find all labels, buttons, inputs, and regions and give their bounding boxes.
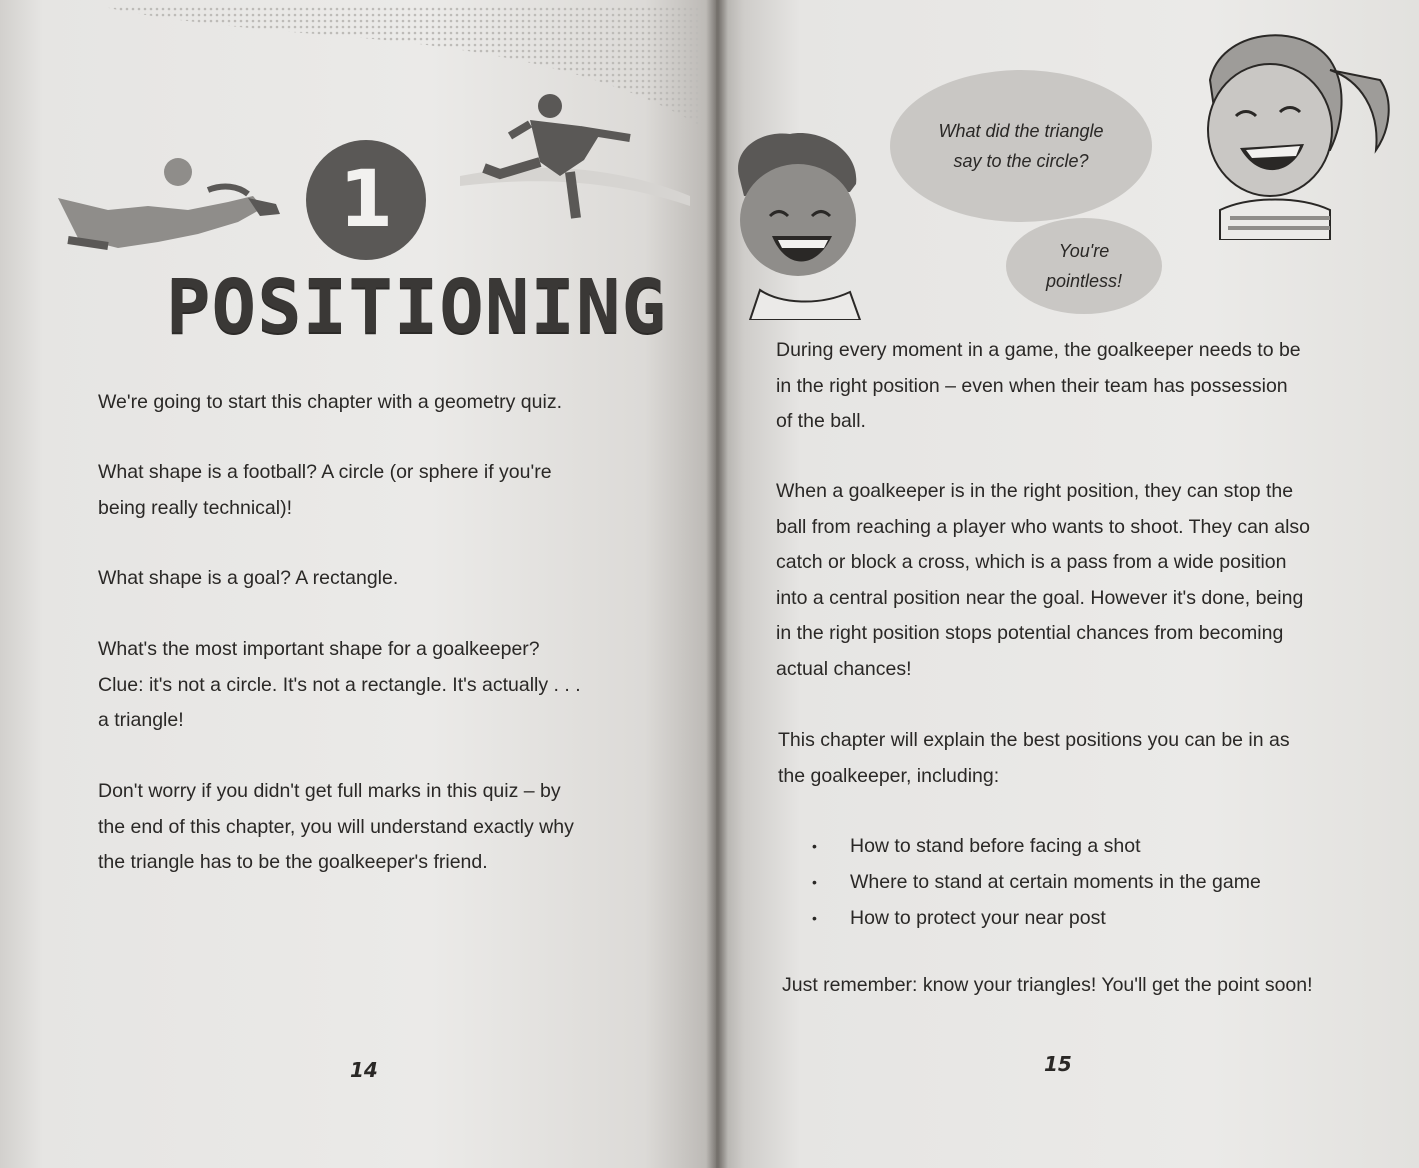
text-line: ball from reaching a player who wants to shoot. They can also (776, 515, 1311, 538)
text-line: What shape is a football? A circle (or sphere if you're (98, 461, 552, 483)
bubble-line: say to the circle? (953, 151, 1089, 171)
closing-line (782, 968, 1313, 1004)
speech-bubble-answer (1006, 218, 1162, 314)
speech-bubble-question (890, 70, 1152, 222)
left-paragraph-3 (98, 561, 398, 597)
text-line: This chapter will explain the best positions you can be in as (778, 729, 1290, 751)
left-paragraph-4 (98, 632, 581, 739)
text-line: What shape is a goal? A rectangle. (98, 567, 399, 589)
text-line: being really technical)! (98, 496, 293, 519)
kicking-player-illustration (480, 90, 640, 230)
list-item: • How to stand before facing a shot (806, 828, 1261, 864)
text-line: in the right position – even when their team has possession (776, 374, 1288, 397)
text-line: a triangle! (98, 709, 184, 731)
text-line: into a central position near the goal. However it's done, being (776, 586, 1304, 609)
text-line: Don't worry if you didn't get full marks in this quiz – by (98, 780, 561, 802)
text-line: the triangle has to be the goalkeeper's friend. (98, 851, 488, 873)
right-paragraph-1 (776, 333, 1301, 440)
text-line: Clue: it's not a circle. It's not a rectangle. It's actually . . . (98, 673, 581, 696)
text-line: Just remember: know your triangles! You'll get the point soon! (782, 974, 1313, 996)
text-line: catch or block a cross, which is a pass from a wide position (776, 551, 1287, 573)
list-item: • Where to stand at certain moments in the game (806, 864, 1261, 900)
right-paragraph-3 (778, 723, 1290, 794)
text-line: What's the most important shape for a goalkeeper? (98, 638, 540, 660)
left-paragraph-5 (98, 774, 574, 881)
chapter-topics-list (806, 828, 1261, 936)
bubble-line: You're (1058, 241, 1110, 261)
text-line: of the ball. (776, 410, 866, 432)
page-number-right: 15 (1044, 1052, 1072, 1076)
text-line: the goalkeeper, including: (778, 764, 1000, 787)
bubble-line: pointless! (1045, 271, 1123, 291)
text-line: When a goalkeeper is in the right position, they can stop the (776, 480, 1294, 502)
text-line: actual chances! (776, 657, 912, 680)
text-line: During every moment in a game, the goalkeeper needs to be (776, 339, 1301, 361)
page-number-left: 14 (350, 1058, 378, 1082)
chapter-title: POSITIONING (166, 264, 668, 350)
left-paragraph-2 (98, 455, 552, 526)
list-item: • How to protect your near post (806, 900, 1261, 936)
diving-goalkeeper-illustration (48, 150, 288, 270)
bubble-line: What did the triangle (938, 121, 1104, 141)
left-paragraph-1 (98, 385, 562, 421)
laughing-boy-illustration (720, 120, 870, 320)
chapter-number-badge: 1 (306, 140, 426, 260)
right-paragraph-2 (776, 474, 1310, 687)
text-line: We're going to start this chapter with a geometry quiz. (98, 391, 563, 413)
text-line: in the right position stops potential chances from becoming (776, 622, 1284, 644)
text-line: the end of this chapter, you will understand exactly why (98, 815, 574, 838)
laughing-girl-illustration (1180, 20, 1400, 240)
